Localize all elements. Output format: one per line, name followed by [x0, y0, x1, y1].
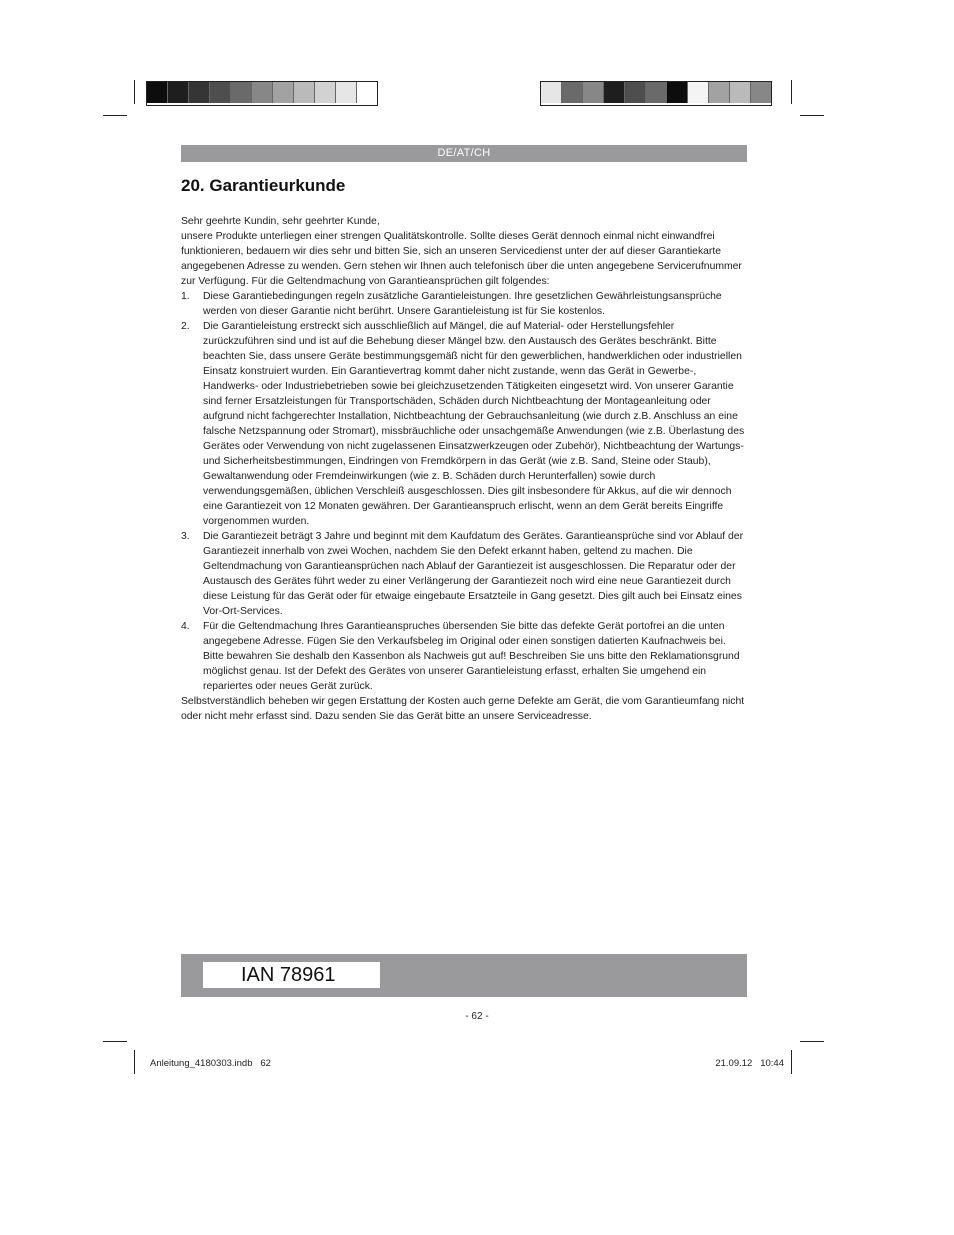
- color-swatch: [751, 82, 771, 103]
- list-item: [181, 529, 747, 619]
- file-slug: Anleitung_4180303.indb 62: [150, 1058, 271, 1069]
- color-bar-left: [146, 81, 378, 106]
- crop-mark: [134, 1050, 135, 1074]
- intro-paragraph: unsere Produkte unterliegen einer strengen Qualitätskontrolle. Sollte dieses Gerät dennoch einmal nicht einwandfrei funktionieren, bedauern wir dies sehr und bitten Sie, sich an unseren Servicedienst unter der auf dieser Garantiekarte angegebenen Adresse zu wenden. Gern stehen wir Ihnen auch telefonisch über die unten angegebene Servicerufnummer zur Verfügung. Für die Geltendmachung von Garantieansprüchen gilt folgendes:: [181, 231, 742, 287]
- warranty-text: [181, 214, 747, 724]
- crop-mark: [103, 1041, 127, 1042]
- list-item: [181, 619, 747, 694]
- section-title: 20. Garantieurkunde: [181, 176, 346, 195]
- list-number: 1.: [181, 291, 190, 302]
- color-swatch: [730, 82, 751, 103]
- list-number: 4.: [181, 621, 190, 632]
- color-swatch: [688, 82, 709, 103]
- crop-mark: [791, 1050, 792, 1074]
- color-swatch: [583, 82, 604, 103]
- list-text: Für die Geltendmachung Ihres Garantieanspruches übersenden Sie bitte das defekte Gerät portofrei an die unten angegebene Adresse. Fügen Sie den Verkaufsbeleg im Original oder einen sonstigen datierten Kaufnachweis bei. Bitte bewahren Sie deshalb den Kassenbon als Nachweis gut auf! Beschreiben Sie uns bitte den Reklamationsgrund möglichst genau. Ist der Defekt des Gerätes von unserer Garantieleistung erfasst, erhalten Sie umgehend ein repariertes oder neues Gerät zurück.: [203, 621, 740, 692]
- color-swatch: [294, 82, 315, 103]
- color-swatch: [252, 82, 273, 103]
- list-item: [181, 289, 747, 319]
- color-swatch: [604, 82, 625, 103]
- page-number: - 62 -: [465, 1011, 489, 1022]
- color-swatch: [336, 82, 357, 103]
- region-header: DE/AT/CH: [181, 145, 747, 162]
- crop-mark: [800, 1041, 824, 1042]
- ian-number: IAN 78961: [203, 962, 380, 988]
- list-number: 3.: [181, 531, 190, 542]
- color-swatch: [667, 82, 688, 103]
- list-text: Die Garantieleistung erstreckt sich ausschließlich auf Mängel, die auf Material- oder Herstellungsfehler zurückzuführen sind und ist auf die Behebung dieser Mängel bzw. den Austausch des Gerätes beschränkt. Bitte beachten Sie, dass unsere Geräte bestimmungsgemäß nicht für den gewerblichen, handwerklichen oder industriellen Einsatz konstruiert wurden. Ein Garantievertrag kommt daher nicht zustande, wenn das Gerät in Gewerbe-, Handwerks- oder Industriebetrieben sowie bei gleichzusetzenden Tätigkeiten eingesetzt wird. Von unserer Garantie sind ferner Ersatzleistungen für Transportschäden, Schäden durch Nichtbeachtung der Montageanleitung oder aufgrund nicht fachgerechter Installation, Nichtbeachtung der Gebrauchsanleitung (wie durch z.B. Anschluss an eine falsche Netzspannung oder Stromart), missbräuchliche oder unsachgemäße Anwendungen (wie z.B. Überlastung des Gerätes oder Verwendung von nicht zugelassenen Einsatzwerkzeugen oder Zubehör), Nichtbeachtung der Wartungs- und Sicherheitsbestimmungen, Eindringen von Fremdkörpern in das Gerät (wie z.B. Sand, Steine oder Staub), Gewaltanwendung oder Fremdeinwirkungen (wie z. B. Schäden durch Herunterfallen) sowie durch verwendungsgemäßen, üblichen Verschleiß ausgeschlossen. Dies gilt insbesondere für Akkus, auf die wir dennoch eine Garantiezeit von 12 Monaten gewähren. Der Garantieanspruch erlischt, wenn an dem Gerät bereits Eingriffe vorgenommen wurden.: [203, 321, 745, 527]
- color-swatch: [315, 82, 336, 103]
- color-swatch: [189, 82, 210, 103]
- crop-mark: [134, 80, 135, 104]
- color-swatch: [357, 82, 377, 103]
- crop-mark: [103, 115, 127, 116]
- condition-list: [181, 289, 747, 694]
- color-bar-right: [540, 81, 772, 106]
- color-swatch: [168, 82, 189, 103]
- list-item: [181, 319, 747, 529]
- color-swatch: [709, 82, 730, 103]
- color-swatch: [210, 82, 231, 103]
- closing-paragraph: Selbstverständlich beheben wir gegen Erstattung der Kosten auch gerne Defekte am Gerät, die vom Garantieumfang nicht oder nicht mehr erfasst sind. Dazu senden Sie das Gerät bitte an unsere Serviceadresse.: [181, 696, 745, 722]
- list-text: Die Garantiezeit beträgt 3 Jahre und beginnt mit dem Kaufdatum des Gerätes. Garantieansprüche sind vor Ablauf der Garantiezeit innerhalb von zwei Wochen, nachdem Sie den Defekt erkannt haben, geltend zu machen. Die Geltendmachung von Garantieansprüchen nach Ablauf der Garantiezeit ist ausgeschlossen. Die Reparatur oder der Austausch des Gerätes führt weder zu einer Verlängerung der Garantiezeit noch wird eine neue Garantiezeit durch diese Leistung für das Gerät oder für etwaige eingebaute Ersatzteile in Gang gesetzt. Dies gilt auch bei Einsatz eines Vor-Ort-Services.: [203, 531, 744, 617]
- color-swatch: [231, 82, 252, 103]
- crop-mark: [800, 115, 824, 116]
- color-swatch: [541, 82, 562, 103]
- ian-banner: [181, 954, 747, 997]
- greeting: Sehr geehrte Kundin, sehr geehrter Kunde,: [181, 216, 380, 227]
- color-swatch: [273, 82, 294, 103]
- color-swatch: [147, 82, 168, 103]
- color-swatch: [562, 82, 583, 103]
- list-text: Diese Garantiebedingungen regeln zusätzliche Garantieleistungen. Ihre gesetzlichen Gewährleistungsansprüche werden von dieser Garantie nicht berührt. Unsere Garantieleistung ist für Sie kostenlos.: [203, 291, 722, 317]
- print-timestamp: 21.09.12 10:44: [715, 1058, 784, 1069]
- color-swatch: [646, 82, 667, 103]
- color-swatch: [625, 82, 646, 103]
- crop-mark: [791, 80, 792, 104]
- list-number: 2.: [181, 321, 190, 332]
